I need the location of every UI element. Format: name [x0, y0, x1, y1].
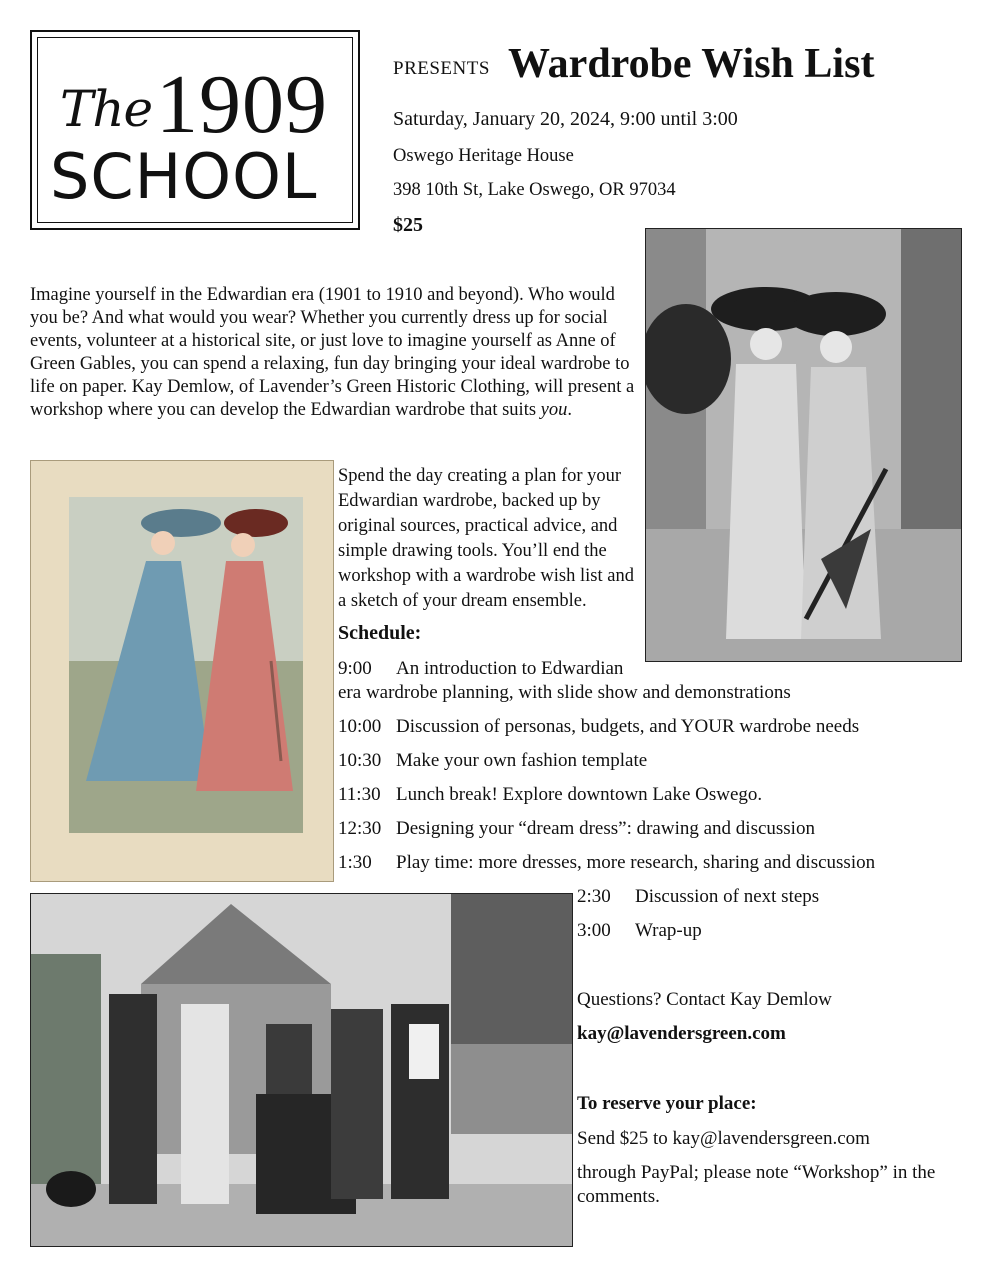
schedule-text: Lunch break! Explore downtown Lake Oswego.	[396, 784, 763, 805]
presents-label: PRESENTS	[393, 58, 490, 79]
event-address: 398 10th St, Lake Oswego, OR 97034	[393, 180, 676, 200]
event-venue: Oswego Heritage House	[393, 146, 574, 166]
school-logo	[30, 30, 360, 230]
intro-text: Imagine yourself in the Edwardian era (1901 to 1910 and beyond). Who would you be? And what would you wear? Whether you currently dress up for social events, volunteer at a historical site, or just love to imagine yourself as Anne of Green Gables, you can spend a relaxing, fun day bringing your ideal wardrobe to life on paper. Kay Demlow, of Lavender’s Green Historic Clothing, will present a workshop where you can develop the Edwardian wardrobe that suits	[30, 285, 635, 420]
photo-two-women-with-parasols	[645, 228, 962, 662]
schedule-item	[338, 656, 623, 682]
schedule-time: 10:30	[338, 750, 382, 771]
plan-paragraph: Spend the day creating a plan for your Edwardian wardrobe, backed up by original sources, practical advice, and simple drawing tools. You’ll end the workshop with a wardrobe wish list and a sketch of your dream ensemble.	[338, 466, 634, 611]
schedule-text: Play time: more dresses, more research, sharing and discussion	[396, 852, 876, 873]
contact-email[interactable]: kay@lavendersgreen.com	[577, 1023, 786, 1044]
reserve-line-2: through PayPal; please note “Workshop” in the comments.	[577, 1162, 936, 1207]
schedule-text: Discussion of personas, budgets, and YOUR wardrobe needs	[396, 716, 860, 737]
reserve-line-1: Send $25 to kay@lavendersgreen.com	[577, 1128, 870, 1149]
photo-group-of-women-porch	[30, 893, 573, 1247]
fashion-plate-illustration	[30, 460, 334, 882]
schedule-text: Designing your “dream dress”: drawing and discussion	[396, 818, 815, 839]
schedule-item	[338, 714, 859, 740]
schedule-time: 10:00	[338, 716, 382, 737]
schedule-text: Discussion of next steps	[635, 886, 820, 907]
schedule-heading: Schedule:	[338, 622, 422, 644]
contact-questions: Questions? Contact Kay Demlow	[577, 989, 832, 1010]
intro-end: .	[567, 400, 572, 420]
schedule-text: Make your own fashion template	[396, 750, 648, 771]
logo-year: 1909	[156, 58, 328, 151]
intro-paragraph	[30, 284, 645, 422]
logo-the: The	[60, 80, 153, 138]
reserve-heading: To reserve your place:	[577, 1093, 757, 1114]
schedule-time: 11:30	[338, 784, 381, 805]
schedule-item	[577, 918, 702, 944]
schedule-time: 2:30	[577, 886, 611, 907]
schedule-time: 9:00	[338, 658, 372, 679]
schedule-text: Wrap-up	[635, 920, 702, 941]
schedule-item	[338, 748, 647, 774]
logo-school: SCHOOL	[50, 140, 318, 213]
schedule-item	[338, 850, 875, 876]
event-date-time: Saturday, January 20, 2024, 9:00 until 3:00	[393, 108, 738, 130]
schedule-item	[338, 816, 815, 842]
schedule-time: 3:00	[577, 920, 611, 941]
schedule-item	[577, 884, 819, 910]
schedule-item-continuation: era wardrobe planning, with slide show and demonstrations	[338, 682, 791, 703]
event-price: $25	[393, 214, 423, 236]
schedule-time: 1:30	[338, 852, 372, 873]
logo-inner-border	[37, 37, 353, 223]
event-title: Wardrobe Wish List	[508, 41, 875, 87]
schedule-item	[338, 782, 762, 808]
schedule-text: An introduction to Edwardian	[396, 658, 624, 679]
intro-emphasis: you	[540, 400, 568, 420]
schedule-time: 12:30	[338, 818, 382, 839]
